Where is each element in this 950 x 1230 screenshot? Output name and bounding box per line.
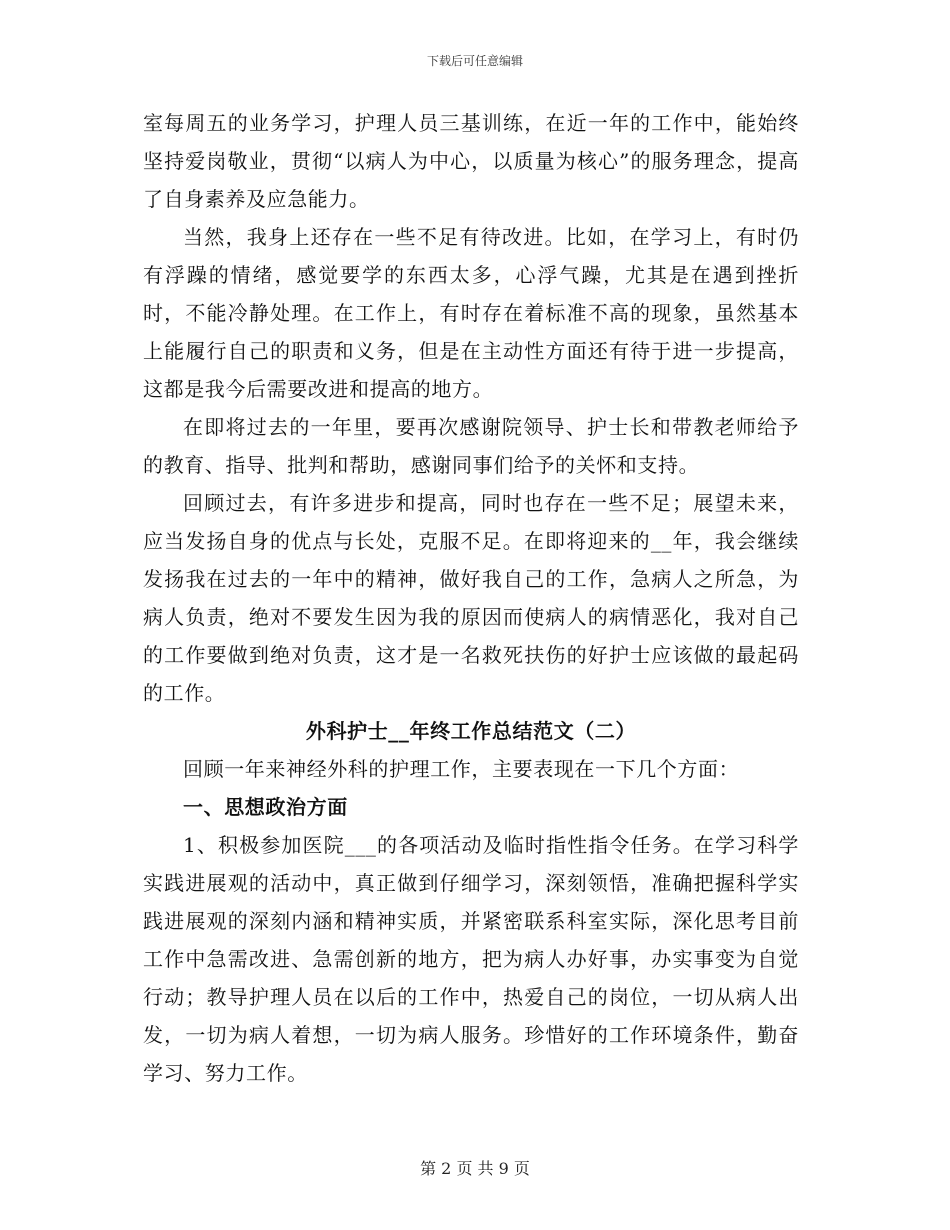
paragraph-intro: 回顾一年来神经外科的护理工作，主要表现在一下几个方面： (183, 757, 740, 781)
paragraph-thanks: 在即将过去的一年里，要再次感谢院领导、护士长和带教老师给予的教育、指导、批判和帮助，感谢同事们给予的关怀和支持。 (143, 415, 799, 477)
page-footer: 第 2 页 共 9 页 (420, 1159, 530, 1178)
page-header: 下载后可任意编辑 (426, 54, 523, 68)
paragraph-shortcomings: 当然，我身上还存在一些不足有待改进。比如，在学习上，有时仍有浮躁的情绪，感觉要学的东西太多，心浮气躁，尤其是在遇到挫折时，不能冷静处理。在工作上，有时存在着标准不高的现象，虽然基本上能履行自己的职责和义务，但是在主动性方面还有待于进一步提高，这都是我今后需要改进和提高的地方。 (143, 225, 799, 401)
paragraph-continuation: 室每周五的业务学习，护理人员三基训练，在近一年的工作中，能始终坚持爱岗敬业，贯彻“以病人为中心，以质量为核心”的服务理念，提高了自身素养及应急能力。 (143, 111, 799, 211)
document-body (143, 104, 799, 1092)
section-title: 外科护士__年终工作总结范文（二） (305, 719, 637, 743)
paragraph-outlook: 回顾过去，有许多进步和提高，同时也存在一些不足；展望未来，应当发扬自身的优点与长处，克服不足。在即将迎来的__年，我会继续发扬我在过去的一年中的精神，做好我自己的工作，急病人之所急，为病人负责，绝对不要发生因为我的原因而使病人的病情恶化，我对自己的工作要做到绝对负责，这才是一名救死扶伤的好护士应该做的最起码的工作。 (143, 491, 799, 705)
paragraph-item-1: 1、积极参加医院___的各项活动及临时指性指令任务。在学习科学实践进展观的活动中，真正做到仔细学习，深刻领悟，准确把握科学实践进展观的深刻内涵和精神实质，并紧密联系科室实际，深化思考目前工作中急需改进、急需创新的地方，把为病人办好事，办实事变为自觉行动；教导护理人员在以后的工作中，热爱自己的岗位，一切从病人出发，一切为病人着想，一切为病人服务。珍惜好的工作环境条件，勤奋学习、努力工作。 (143, 833, 799, 1085)
section-heading: 一、思想政治方面 (183, 795, 348, 819)
